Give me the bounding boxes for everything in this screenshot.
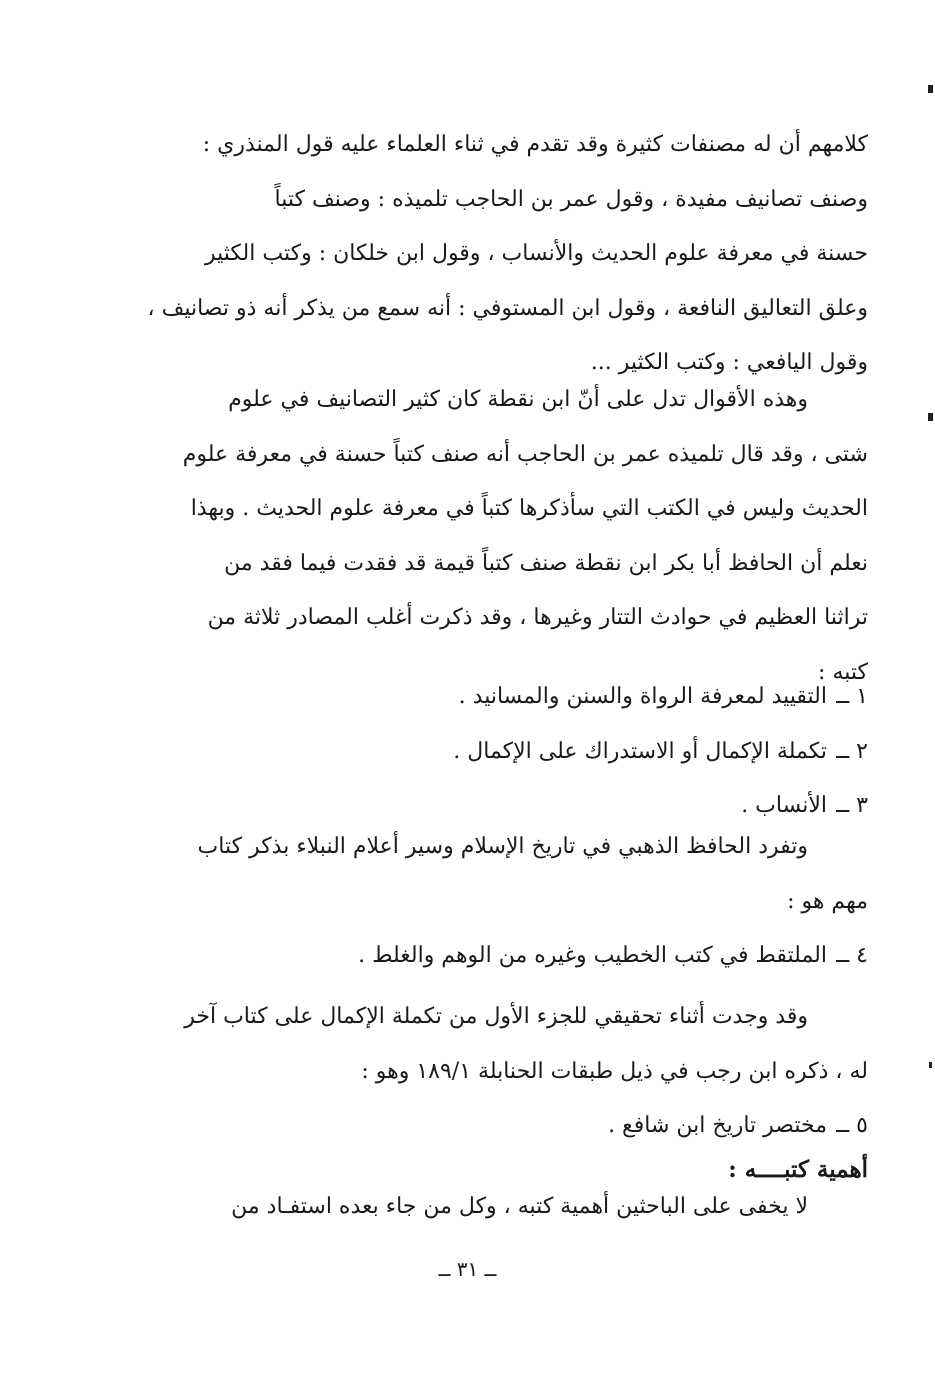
edge-mark [928,413,933,421]
book-title: الملتقط في كتب الخطيب وغيره من الوهم والغلط . [358,943,827,968]
edge-mark [928,85,933,93]
text-line: شتى ، وقد قال تلميذه عمر بن الحاجب أنه صنف كتباً حسنة في معرفة علوم [182,441,868,467]
text-line: تراثنا العظيم في حوادث التتار وغيرها ، وقد ذكرت أغلب المصادر ثلاثة من [207,605,868,630]
list-item [128,1099,868,1154]
text-line: الحديث وليس في الكتب التي سأذكرها كتباً في معرفة علوم الحديث . وبهذا [190,496,868,521]
text-line: لا يخفى على الباحثين أهمية كتبه ، وكل من جاء بعده استفـاد من [231,1194,808,1219]
text-line: وقول اليافعي : وكتب الكثير ... [590,350,868,375]
list-number: ٢ ــ [836,738,868,764]
text-line: وقد وجدت أثناء تحقيقي للجزء الأول من تكملة الإكمال على كتاب آخر [184,1004,808,1029]
list-number: ٤ ــ [836,943,868,968]
paragraph-dhahabi [128,820,868,984]
edge-mark [929,1062,932,1068]
list-item [128,725,868,780]
book-title: مختصر تاريخ ابن شافع . [608,1113,827,1138]
text-line: نعلم أن الحافظ أبا بكر ابن نقطة صنف كتباً قيمة قد فقدت فيما فقد من [224,550,868,576]
book-title: التقييد لمعرفة الرواة والسنن والمسانيد . [458,684,827,709]
text-line: وهذه الأقوال تدل على أنّ ابن نقطة كان كثير التصانيف في علوم [228,387,808,412]
text-line: كتبه : [818,659,868,685]
list-number: ٥ ــ [836,1113,868,1138]
text-line: وتفرد الحافظ الذهبي في تاريخ الإسلام وسير أعلام النبلاء بذكر كتاب [197,834,808,859]
books-list [128,670,868,834]
text-line: وعلق التعاليق النافعة ، وقول ابن المستوفي : أنه سمع من يذكر أنه ذو تصانيف ، [147,295,868,321]
text-line: له ، ذكره ابن رجب في ذيل طبقات الحنابلة ١٨٩/١ وهو : [361,1058,868,1084]
section-heading: أهمية كتبــــه : [728,1156,868,1183]
list-item [128,929,868,984]
book-title: تكملة الإكمال أو الاستدراك على الإكمال . [453,738,827,764]
paragraph-importance [128,1180,868,1235]
book-title: الأنساب . [741,793,827,818]
page-number: ــ ٣١ ــ [438,1257,497,1281]
list-number: ٣ ــ [836,793,868,818]
paragraph-ibn-rajab [128,990,868,1154]
list-item [128,670,868,725]
text-line: كلامهم أن له مصنفات كثيرة وقد تقدم في ثناء العلماء عليه قول المنذري : [202,132,868,157]
paragraph-writings-quotes [128,118,868,391]
list-number: ١ ــ [836,684,868,709]
paragraph-lost-books [128,373,868,700]
text-line: مهم هو : [787,888,868,914]
text-line: حسنة في معرفة علوم الحديث والأنساب ، وقول ابن خلكان : وكتب الكثير [204,241,868,266]
text-line: وصنف تصانيف مفيدة ، وقول عمر بن الحاجب تلميذه : وصنف كتباً [274,186,868,212]
